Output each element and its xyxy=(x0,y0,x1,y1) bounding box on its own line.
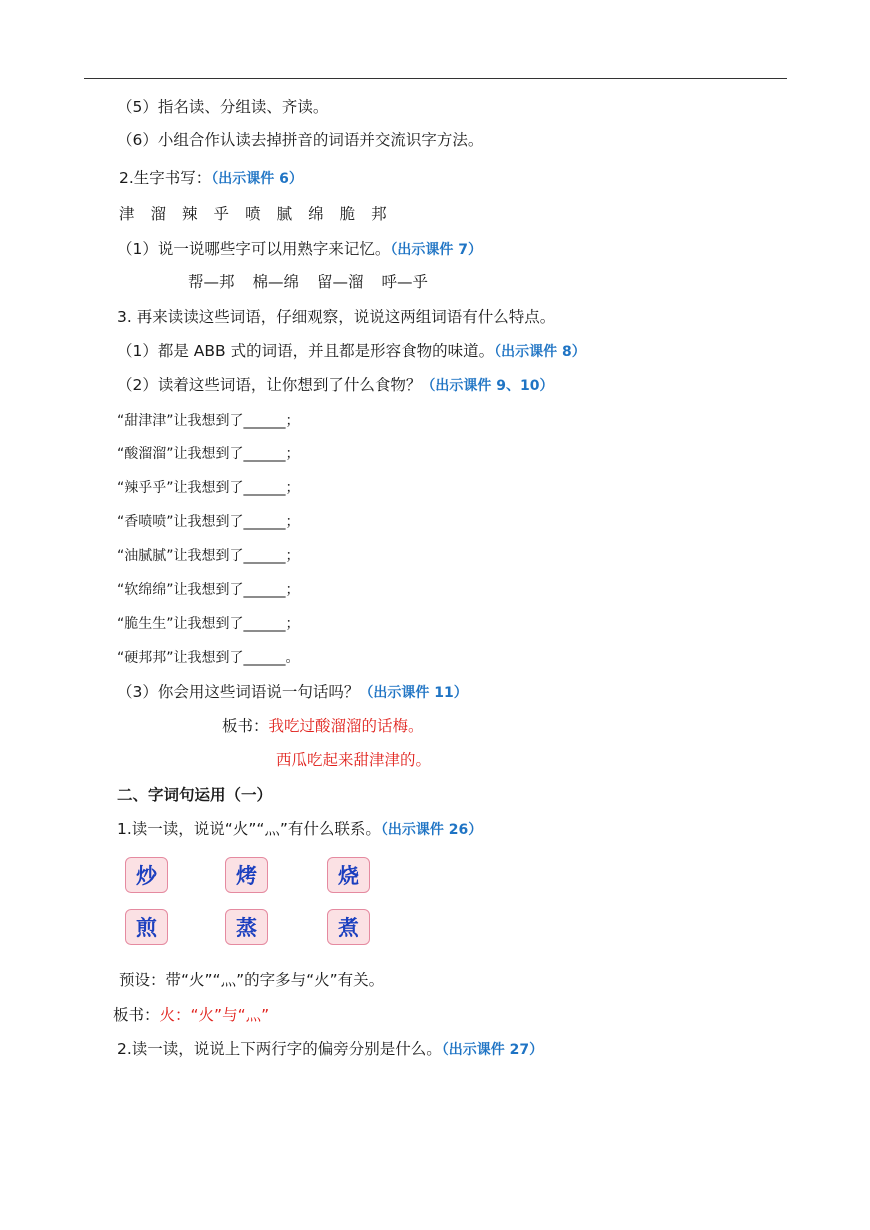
char-card: 煎 xyxy=(125,909,168,945)
point-3-text: （3）你会用这些词语说一句话吗？ xyxy=(117,683,360,701)
courseware-8: （出示课件 8） xyxy=(494,344,586,360)
word-line: “酸溜溜”让我想到了______； xyxy=(117,446,300,462)
courseware-7: （出示课件 7） xyxy=(390,242,482,258)
point-1 xyxy=(117,340,586,363)
point-2 xyxy=(117,374,553,397)
board-label-2: 板书： xyxy=(113,1006,160,1024)
pair-item: 呼—乎 xyxy=(381,273,429,291)
word-line: “硬邦邦”让我想到了______。 xyxy=(117,650,300,666)
char-item: 喷 xyxy=(245,205,261,223)
char-item: 乎 xyxy=(213,205,230,223)
board-fire-radical: 火：“火”与“灬” xyxy=(159,1006,270,1024)
char-card: 蒸 xyxy=(225,909,268,945)
header-rule xyxy=(84,78,787,79)
point-2-text: （2）读着这些词语，让你想到了什么食物？ xyxy=(117,376,422,394)
section-2-heading xyxy=(119,167,303,190)
step-5: （5）指名读、分组读、齐读。 xyxy=(117,98,329,116)
char-item: 邦 xyxy=(371,205,387,223)
section-2-title: 2.生字书写： xyxy=(119,169,212,187)
point-1-text: （1）都是 ABB 式的词语，并且都是形容食物的味道。 xyxy=(117,342,495,360)
board-sentence-2: 西瓜吃起来甜津津的。 xyxy=(276,751,432,769)
char-card: 煮 xyxy=(327,909,370,945)
char-card: 烤 xyxy=(225,857,268,893)
char-card: 炒 xyxy=(125,857,168,893)
char-pairs xyxy=(188,271,428,293)
char-item: 腻 xyxy=(276,205,293,223)
word-line: “辣乎乎”让我想到了______； xyxy=(117,480,300,496)
courseware-9-10: （出示课件 9、10） xyxy=(421,378,554,394)
pair-item: 棉—绵 xyxy=(252,273,300,291)
reading-1-text: 1.读一读，说说“火”“灬”有什么联系。 xyxy=(117,820,381,838)
char-item: 脆 xyxy=(339,205,356,223)
courseware-27: （出示课件 27） xyxy=(441,1042,544,1058)
courseware-11: （出示课件 11） xyxy=(359,685,468,701)
board-sentence-1: 我吃过酸溜溜的话梅。 xyxy=(268,717,424,735)
section-3-heading: 3. 再来读读这些词语，仔细观察，说说这两组词语有什么特点。 xyxy=(117,308,556,326)
preset-answer: 预设：带“火”“灬”的字多与“火”有关。 xyxy=(119,971,385,989)
char-item: 津 xyxy=(119,205,135,223)
word-line: “脆生生”让我想到了______； xyxy=(117,616,300,632)
word-line: “甜津津”让我想到了______； xyxy=(117,413,300,429)
section-two-heading: 二、字词句运用（一） xyxy=(117,786,273,804)
char-card: 烧 xyxy=(327,857,370,893)
board-notes-2 xyxy=(113,1004,269,1026)
char-item: 溜 xyxy=(150,205,167,223)
word-line: “油腻腻”让我想到了______； xyxy=(117,548,300,564)
step-6: （6）小组合作认读去掉拼音的词语并交流识字方法。 xyxy=(117,131,484,149)
char-list xyxy=(119,203,387,225)
point-3 xyxy=(117,681,468,704)
char-item: 绵 xyxy=(308,205,324,223)
reading-1 xyxy=(117,818,482,841)
word-line: “香喷喷”让我想到了______； xyxy=(117,514,300,530)
pair-item: 留—溜 xyxy=(317,273,364,291)
courseware-26: （出示课件 26） xyxy=(380,822,483,838)
char-item: 辣 xyxy=(182,205,198,223)
board-notes xyxy=(222,715,424,737)
question-1-text: （1）说一说哪些字可以用熟字来记忆。 xyxy=(117,240,391,258)
reading-2-text: 2.读一读，说说上下两行字的偏旁分别是什么。 xyxy=(117,1040,442,1058)
question-1 xyxy=(117,238,482,261)
board-label: 板书： xyxy=(222,717,269,735)
pair-item: 帮—邦 xyxy=(188,273,235,291)
reading-2 xyxy=(117,1038,543,1061)
courseware-6: （出示课件 6） xyxy=(211,171,303,187)
word-line: “软绵绵”让我想到了______； xyxy=(117,582,300,598)
